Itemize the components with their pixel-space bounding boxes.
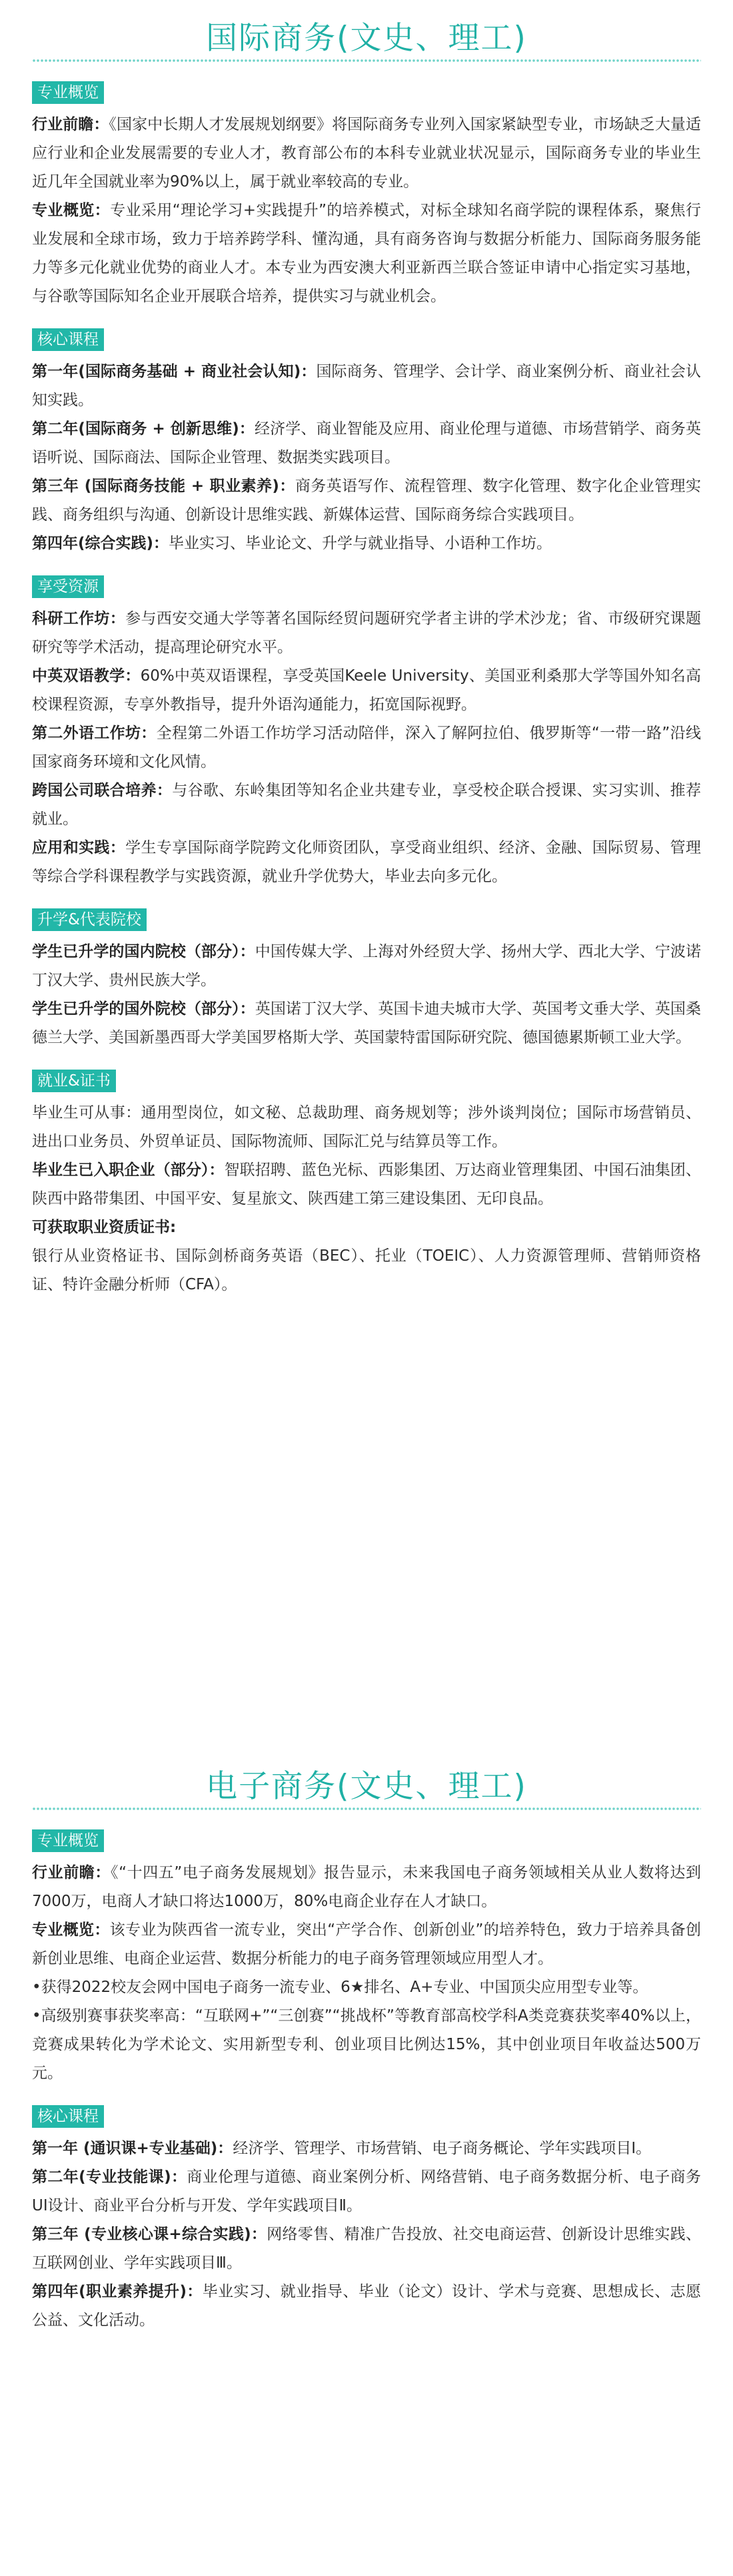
paragraph [32, 605, 701, 662]
paragraph-lead: 第二年(专业技能课)： [32, 2168, 187, 2186]
paragraph-lead: 第二年(国际商务 + 创新思维)： [32, 420, 255, 438]
block-label: 升学&代表院校 [32, 908, 147, 931]
paragraph [32, 472, 701, 529]
paragraph-lead: 专业概览： [32, 1921, 110, 1939]
paragraph-text: 与谷歌、东岭集团等知名企业共建专业，享受校企联合授课、实习实训、推荐就业。 [32, 782, 702, 828]
paragraph-text: 专业采用“理论学习+实践提升”的培养模式，对标全球知名商学院的课程体系，聚焦行业发展和全球市场，致力于培养跨学科、懂沟通，具有商务咨询与数据分析能力、国际商务服务能力等多元化就业优势的商业人才。本专业为西安澳大利亚新西兰联合签证申请中心指定实习基地，与谷歌等国际知名企业开展联合培养，提供实习与就业机会。 [32, 202, 702, 305]
major-section-e-commerce [0, 1748, 733, 2335]
block-label: 核心课程 [32, 328, 104, 351]
section-header [0, 0, 733, 64]
paragraph [32, 719, 701, 777]
paragraph [32, 2134, 701, 2163]
block-label: 就业&证书 [32, 1070, 116, 1092]
paragraph-lead: 可获取职业资质证书: [32, 1219, 177, 1236]
paragraph [32, 2163, 701, 2220]
paragraph-text: 智联招聘、蓝色光标、西影集团、万达商业管理集团、中国石油集团、陕西中路带集团、中国平安、复星旅文、陕西建工第三建设集团、无印良品。 [32, 1161, 702, 1207]
block-employment-certificates [32, 1052, 701, 1299]
paragraph-lead: 第一年(国际商务基础 + 商业社会认知)： [32, 363, 317, 380]
paragraph [32, 196, 701, 311]
paragraph-lead: 第三年 (专业核心课+综合实践)： [32, 2226, 267, 2243]
paragraph-lead: 学生已升学的国外院校（部分）： [32, 1000, 255, 1018]
paragraph [32, 1916, 701, 1973]
paragraph [32, 415, 701, 472]
paragraph [32, 111, 701, 196]
paragraph [32, 1156, 701, 1213]
block-label: 专业概览 [32, 81, 104, 104]
paragraph-text: 网络零售、精准广告投放、社交电商运营、创新设计思维实践、互联网创业、学年实践项目Ⅲ。 [32, 2226, 702, 2272]
section-content [0, 64, 733, 1299]
paragraph-text: •获得2022校友会网中国电子商务一流专业、6★排名、A+专业、中国顶尖应用型专业等。 [32, 1979, 648, 1996]
paragraph-lead: 第三年 (国际商务技能 + 职业素养)： [32, 478, 295, 495]
paragraph-text: 商务英语写作、流程管理、数字化管理、数字化企业管理实践、商务组织与沟通、创新设计思维实践、新媒体运营、国际商务综合实践项目。 [32, 478, 701, 523]
block-core-courses [32, 2088, 701, 2335]
paragraph-lead: 第四年(职业素养提升)： [32, 2283, 203, 2300]
paragraph-lead: 专业概览： [32, 202, 111, 219]
paragraph [32, 1099, 701, 1156]
block-overview [32, 64, 701, 311]
paragraph-text: 《“十四五”电子商务发展规划》报告显示，未来我国电子商务领域相关从业人数将达到7000万，电商人才缺口将达1000万，80%电商企业存在人才缺口。 [32, 1864, 701, 1910]
paragraph-text: 该专业为陕西省一流专业，突出“产学合作、创新创业”的培养特色，致力于培养具备创新创业思维、电商企业运营、数据分析能力的电子商务管理领域应用型人才。 [32, 1921, 701, 1967]
paragraph-text: 毕业实习、就业指导、毕业（论文）设计、学术与竞赛、思想成长、志愿公益、文化活动。 [32, 2283, 701, 2329]
dotted-divider [32, 59, 701, 63]
paragraph [32, 358, 701, 415]
paragraph-lead: 毕业生已入职企业（部分）： [32, 1161, 225, 1179]
section-title: 国际商务(文史、理工) [206, 20, 527, 57]
dotted-divider [32, 1807, 701, 1811]
paragraph-text: 英国诺丁汉大学、英国卡迪夫城市大学、英国考文垂大学、英国桑德兰大学、美国新墨西哥大学美国罗格斯大学、英国蒙特雷国际研究院、德国德累斯顿工业大学。 [32, 1000, 702, 1046]
paragraph-lead: 科研工作坊： [32, 610, 126, 627]
paragraph [32, 2002, 701, 2088]
paragraph-lead: 跨国公司联合培养： [32, 782, 173, 799]
block-core-courses [32, 311, 701, 558]
paragraph-text: 中国传媒大学、上海对外经贸大学、扬州大学、西北大学、宁波诺丁汉大学、贵州民族大学。 [32, 943, 702, 989]
paragraph-text: 银行从业资格证书、国际剑桥商务英语（BEC）、托业（TOEIC）、人力资源管理师、营销师资格证、特许金融分析师（CFA）。 [32, 1247, 701, 1293]
paragraph-lead: 中英双语教学： [32, 667, 141, 685]
section-title: 电子商务(文史、理工) [206, 1768, 527, 1805]
paragraph-text: 商业伦理与道德、商业案例分析、网络营销、电子商务数据分析、电子商务UI设计、商业平台分析与开发、学年实践项目Ⅱ。 [32, 2168, 702, 2214]
paragraph-text: 全程第二外语工作坊学习活动陪伴，深入了解阿拉伯、俄罗斯等“一带一路”沿线国家商务环境和文化风情。 [32, 725, 701, 771]
paragraph-text: 毕业实习、毕业论文、升学与就业指导、小语种工作坊。 [169, 535, 552, 552]
paragraph-text: 《国家中长期人才发展规划纲要》将国际商务专业列入国家紧缺型专业，市场缺乏大量适应行业和企业发展需要的专业人才，教育部公布的本科专业就业状况显示，国际商务专业的毕业生近几年全国就业率为90%以上，属于就业率较高的专业。 [32, 116, 702, 190]
block-label: 享受资源 [32, 575, 104, 598]
block-overview [32, 1812, 701, 2088]
paragraph [32, 777, 701, 834]
paragraph-lead: 学生已升学的国内院校（部分）： [32, 943, 255, 960]
paragraph-lead: 第四年(综合实践)： [32, 535, 169, 552]
block-resources [32, 558, 701, 891]
paragraph-text: 国际商务、管理学、会计学、商业案例分析、商业社会认知实践。 [32, 363, 702, 409]
paragraph-lead: 第一年 (通识课+专业基础)： [32, 2140, 233, 2157]
paragraph [32, 1859, 701, 1916]
paragraph [32, 662, 701, 719]
paragraph-text: 毕业生可从事：通用型岗位，如文秘、总裁助理、商务规划等；涉外谈判岗位；国际市场营销员、进出口业务员、外贸单证员、国际物流师、国际汇兑与结算员等工作。 [32, 1104, 701, 1150]
paragraph-text: 60%中英双语课程，享受英国Keele University、美国亚利桑那大学等国外知名高校课程资源，专享外教指导，提升外语沟通能力，拓宽国际视野。 [32, 667, 702, 713]
paragraph [32, 938, 701, 995]
paragraph [32, 529, 701, 558]
paragraph-lead: 第二外语工作坊： [32, 725, 157, 742]
block-label: 专业概览 [32, 1829, 104, 1852]
paragraph-lead: 行业前瞻： [32, 1864, 111, 1881]
paragraph-lead: 行业前瞻： [32, 116, 109, 133]
section-content [0, 1812, 733, 2335]
paragraph [32, 1242, 701, 1299]
paragraph-text: 学生专享国际商学院跨文化师资团队，享受商业组织、经济、金融、国际贸易、管理等综合学科课程教学与实践资源，就业升学优势大，毕业去向多元化。 [32, 839, 702, 885]
paragraph-text: 经济学、商业智能及应用、商业伦理与道德、市场营销学、商务英语听说、国际商法、国际企业管理、数据类实践项目。 [32, 420, 701, 466]
paragraph [32, 2278, 701, 2335]
paragraph-text: •高级别赛事获奖率高：“互联网+”“三创赛”“挑战杯”等教育部高校学科A类竞赛获奖率40%以上，竞赛成果转化为学术论文、实用新型专利、创业项目比例达15%，其中创业项目年收益达500万元。 [32, 2007, 701, 2082]
paragraph-text: 参与西安交通大学等著名国际经贸问题研究学者主讲的学术沙龙；省、市级研究课题研究等学术活动，提高理论研究水平。 [32, 610, 702, 656]
block-further-study [32, 891, 701, 1052]
paragraph-text: 经济学、管理学、市场营销、电子商务概论、学年实践项目Ⅰ。 [233, 2140, 652, 2157]
paragraph [32, 1213, 701, 1242]
paragraph [32, 834, 701, 891]
paragraph [32, 1973, 701, 2002]
section-header [0, 1748, 733, 1812]
paragraph-lead: 应用和实践： [32, 839, 126, 856]
block-label: 核心课程 [32, 2105, 104, 2128]
paragraph [32, 995, 701, 1052]
paragraph [32, 2220, 701, 2278]
